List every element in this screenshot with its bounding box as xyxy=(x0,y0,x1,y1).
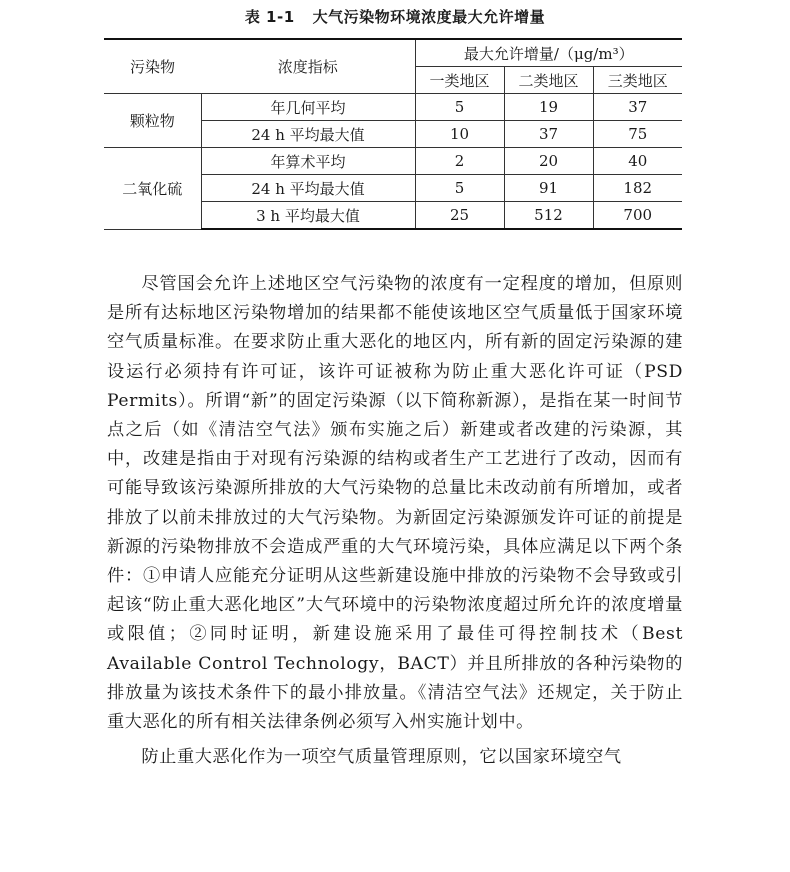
class3-cell: 40 xyxy=(593,148,682,175)
class1-cell: 2 xyxy=(415,148,504,175)
table-title: 大气污染物环境浓度最大允许增量 xyxy=(312,8,546,26)
table-caption xyxy=(0,6,790,27)
class2-cell: 20 xyxy=(504,148,593,175)
pollutant-cell: 颗粒物 xyxy=(104,94,201,148)
body-text xyxy=(107,270,683,772)
class3-cell: 75 xyxy=(593,121,682,148)
header-class2: 二类地区 xyxy=(504,67,593,94)
pollutant-cell: 二氧化硫 xyxy=(104,148,201,230)
header-class1: 一类地区 xyxy=(415,67,504,94)
class3-cell: 37 xyxy=(593,94,682,121)
header-pollutant: 污染物 xyxy=(104,39,201,94)
indicator-cell: 24 h 平均最大值 xyxy=(201,121,415,148)
class1-cell: 5 xyxy=(415,175,504,202)
indicator-cell: 年算术平均 xyxy=(201,148,415,175)
class1-cell: 25 xyxy=(415,202,504,230)
pollutant-increment-table xyxy=(104,38,682,230)
class2-cell: 91 xyxy=(504,175,593,202)
table-number: 表 1-1 xyxy=(244,8,295,26)
class3-cell: 700 xyxy=(593,202,682,230)
class3-cell: 182 xyxy=(593,175,682,202)
table-row xyxy=(104,148,682,175)
header-max-increment: 最大允许增量/（μg/m³） xyxy=(415,39,682,67)
header-class3: 三类地区 xyxy=(593,67,682,94)
class1-cell: 10 xyxy=(415,121,504,148)
header-indicator: 浓度指标 xyxy=(201,39,415,94)
indicator-cell: 24 h 平均最大值 xyxy=(201,175,415,202)
indicator-cell: 年几何平均 xyxy=(201,94,415,121)
paragraph-principle: 防止重大恶化作为一项空气质量管理原则，它以国家环境空气 xyxy=(141,747,622,768)
class2-cell: 19 xyxy=(504,94,593,121)
class2-cell: 512 xyxy=(504,202,593,230)
class1-cell: 5 xyxy=(415,94,504,121)
indicator-cell: 3 h 平均最大值 xyxy=(201,202,415,230)
class2-cell: 37 xyxy=(504,121,593,148)
table-row xyxy=(104,94,682,121)
paragraph-psd-permits: 尽管国会允许上述地区空气污染物的浓度有一定程度的增加，但原则是所有达标地区污染物增加的结果都不能使该地区空气质量低于国家环境空气质量标准。在要求防止重大恶化的地区内，所有新的固定污染源的建设运行必须持有许可证，该许可证被称为防止重大恶化许可证（PSD Permits）。所谓“新”的固定污染源（以下简称新源），是指在某一时间节点之后（如《清洁空气法》颁布实施之后）新建或者改建的污染源，其中，改建是指由于对现有污染源的结构或者生产工艺进行了改动，因而有可能导致该污染源所排放的大气污染物的总量比未改动前有所增加，或者排放了以前未排放过的大气污染物。为新固定污染源颁发许可证的前提是新源的污染物排放不会造成严重的大气环境污染，具体应满足以下两个条件：①申请人应能充分证明从这些新建设施中排放的污染物不会导致或引起该“防止重大恶化地区”大气环境中的污染物浓度超过所允许的浓度增量或限值；②同时证明，新建设施采用了最佳可得控制技术（Best Available Control Technology，BACT）并且所排放的各种污染物的排放量为该技术条件下的最小排放量。《清洁空气法》还规定，关于防止重大恶化的所有相关法律条例必须写入州实施计划中。 xyxy=(107,274,683,733)
